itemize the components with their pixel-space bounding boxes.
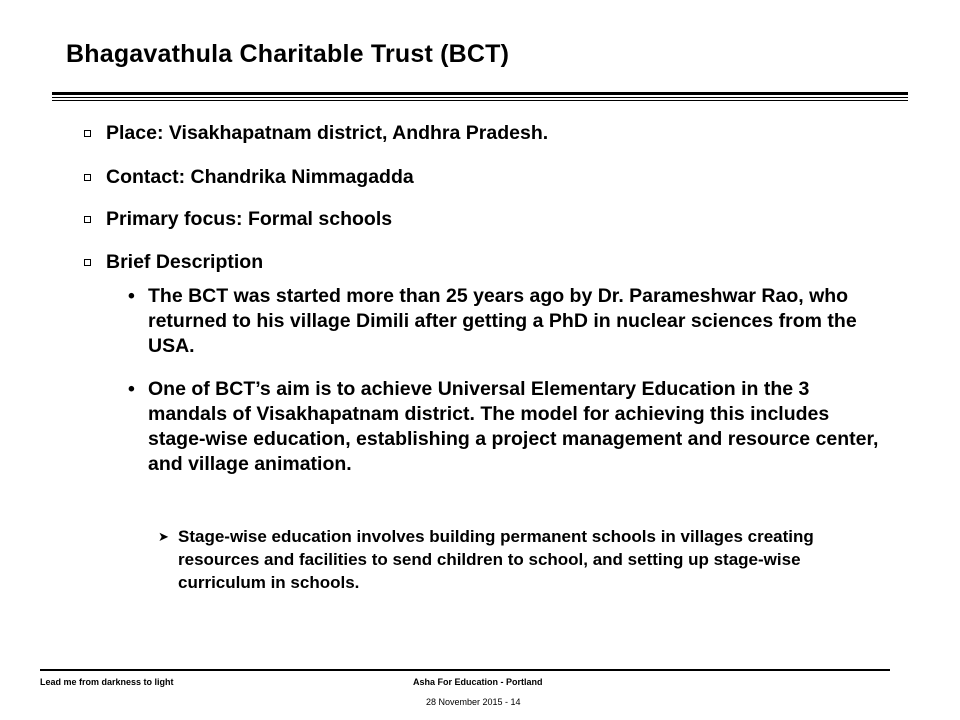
sub-bullet-item [128, 377, 888, 477]
footer-tagline: Lead me from darkness to light [40, 677, 174, 687]
footer-divider [40, 669, 890, 671]
sub-bullet-item [128, 284, 888, 359]
square-bullet-icon [84, 259, 91, 266]
bullet-text: Primary focus: Formal schools [106, 208, 393, 230]
square-bullet-icon [84, 216, 91, 223]
slide-title: Bhagavathula Charitable Trust (BCT) [66, 40, 510, 68]
footer-date-page: 28 November 2015 - 14 [426, 697, 521, 707]
dot-bullet-icon: • [128, 378, 135, 400]
dot-bullet-icon: • [128, 285, 135, 307]
title-divider-thin-2 [52, 100, 908, 101]
bullet-text: Contact: Chandrika Nimmagadda [106, 166, 414, 188]
footer-organization: Asha For Education - Portland [413, 677, 543, 687]
sub-sub-bullet-item [158, 525, 878, 594]
title-divider [52, 92, 908, 95]
bullet-text: Place: Visakhapatnam district, Andhra Pradesh. [106, 122, 549, 144]
square-bullet-icon [84, 174, 91, 181]
sub-bullet-text: One of BCT’s aim is to achieve Universal Elementary Education in the 3 mandals of Visakhapatnam district. The model for achieving this includes stage-wise education, establishing a project management and resource center, and village animation. [148, 378, 879, 475]
sub-sub-bullet-text: Stage-wise education involves building permanent schools in villages creating resources and facilities to send children to school, and setting up stage-wise curriculum in schools. [178, 527, 814, 592]
title-divider-thin [52, 97, 908, 98]
sub-bullet-text: The BCT was started more than 25 years ago by Dr. Parameshwar Rao, who returned to his village Dimili after getting a PhD in nuclear sciences from the USA. [148, 285, 857, 357]
bullet-text: Brief Description [106, 251, 264, 273]
square-bullet-icon [84, 130, 91, 137]
arrow-bullet-icon: ➤ [158, 529, 169, 544]
